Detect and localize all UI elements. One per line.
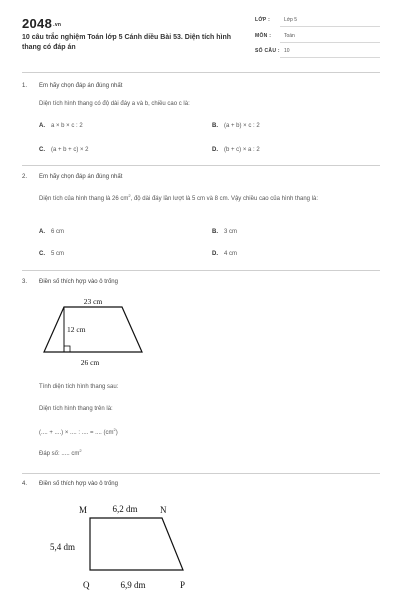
option-letter: A. [39,229,45,235]
option-letter: B. [212,229,218,235]
right-angle-mark [64,346,70,352]
instruction-text: Diện tích hình thang trên là: [39,406,113,412]
formula-text: ) [115,430,118,436]
question-prompt: Điền số thích hợp vào ô trống [39,481,118,487]
question-divider [22,165,380,166]
question-prompt: Em hãy chọn đáp án đúng nhất [39,83,123,89]
option-letter: B. [212,123,218,129]
trapezoid-figure-q3 [40,294,150,370]
vertex-label-m: M [79,505,88,515]
option-text: 5 cm [51,251,65,257]
option-text: 6 cm [51,229,65,235]
option-c[interactable] [39,251,64,257]
meta-divider [280,26,380,27]
option-text: 4 cm [224,251,238,257]
vertex-label-n: N [160,505,167,515]
height-label: 12 cm [67,325,86,334]
meta-label-subject: MÔN : [255,33,272,39]
top-side-label: 6,2 dm [112,504,138,514]
option-text: a × b × c : 2 [51,123,83,129]
logo-suffix: .vn [53,22,62,28]
question-divider [22,473,380,474]
question-number: 2. [22,174,28,180]
question-prompt: Điền số thích hợp vào ô trống [39,279,118,285]
meta-label-class: LỚP : [255,17,271,23]
top-base-label: 23 cm [83,297,103,306]
trapezoid-shape [90,518,183,570]
document-title: 10 câu trắc nghiệm Toán lớp 5 Cánh diều Bài 53. Diện tích hình thang có đáp án [22,34,232,51]
option-text: 3 cm [224,229,238,235]
superscript: 2 [128,193,131,198]
option-letter: C. [39,147,45,153]
meta-divider [280,42,380,43]
question-prompt: Em hãy chọn đáp án đúng nhất [39,174,123,180]
body-text: , độ dài đáy lần lượt là 5 cm và 8 cm. Vậy chiều cao của hình thang là: [130,196,319,202]
body-text: Diện tích của hình thang là 26 cm [39,196,129,202]
vertex-label-q: Q [83,580,90,590]
option-letter: D. [212,147,218,153]
answer-text: Đáp số: ..... cm [39,451,80,457]
bottom-side-label: 6,9 dm [120,580,146,590]
option-a[interactable] [39,123,83,129]
question-number: 3. [22,279,28,285]
option-b[interactable] [212,123,260,129]
superscript: 2 [79,448,82,453]
vertex-label-p: P [180,580,186,590]
left-side-label: 5,4 dm [50,542,76,552]
meta-value-count: 10 [284,48,290,54]
question-number: 1. [22,83,28,89]
formula-line [39,425,118,438]
meta-value-class: Lớp 5 [284,17,298,23]
header-divider [22,72,380,73]
option-text: (b + c) × a : 2 [224,147,260,153]
bottom-base-label: 26 cm [80,358,100,367]
option-d[interactable] [212,147,260,153]
formula-text: (.... + ....) × .... : .... = .... (cm [39,430,114,436]
option-d[interactable] [212,251,237,257]
option-c[interactable] [39,147,89,153]
option-letter: C. [39,251,45,257]
question-body: Diện tích hình thang có độ dài đáy a và b, chiều cao c là: [39,101,190,107]
question-body [39,191,379,204]
meta-divider [280,57,380,58]
question-divider [22,270,380,271]
logo-text: 2048 [22,16,53,31]
option-text: (a + b + c) × 2 [51,147,89,153]
instruction-text: Tính diện tích hình thang sau: [39,384,119,390]
superscript: 2 [113,427,116,432]
option-letter: D. [212,251,218,257]
option-a[interactable] [39,229,64,235]
meta-label-count: SỐ CÂU : [255,48,280,54]
option-b[interactable] [212,229,237,235]
meta-value-subject: Toán [284,33,295,39]
trapezoid-shape [44,307,142,352]
option-text: (a + b) × c : 2 [224,123,260,129]
answer-line [39,446,82,459]
site-logo[interactable] [22,16,61,31]
question-number: 4. [22,481,28,487]
option-letter: A. [39,123,45,129]
trapezoid-figure-q4 [48,499,198,597]
